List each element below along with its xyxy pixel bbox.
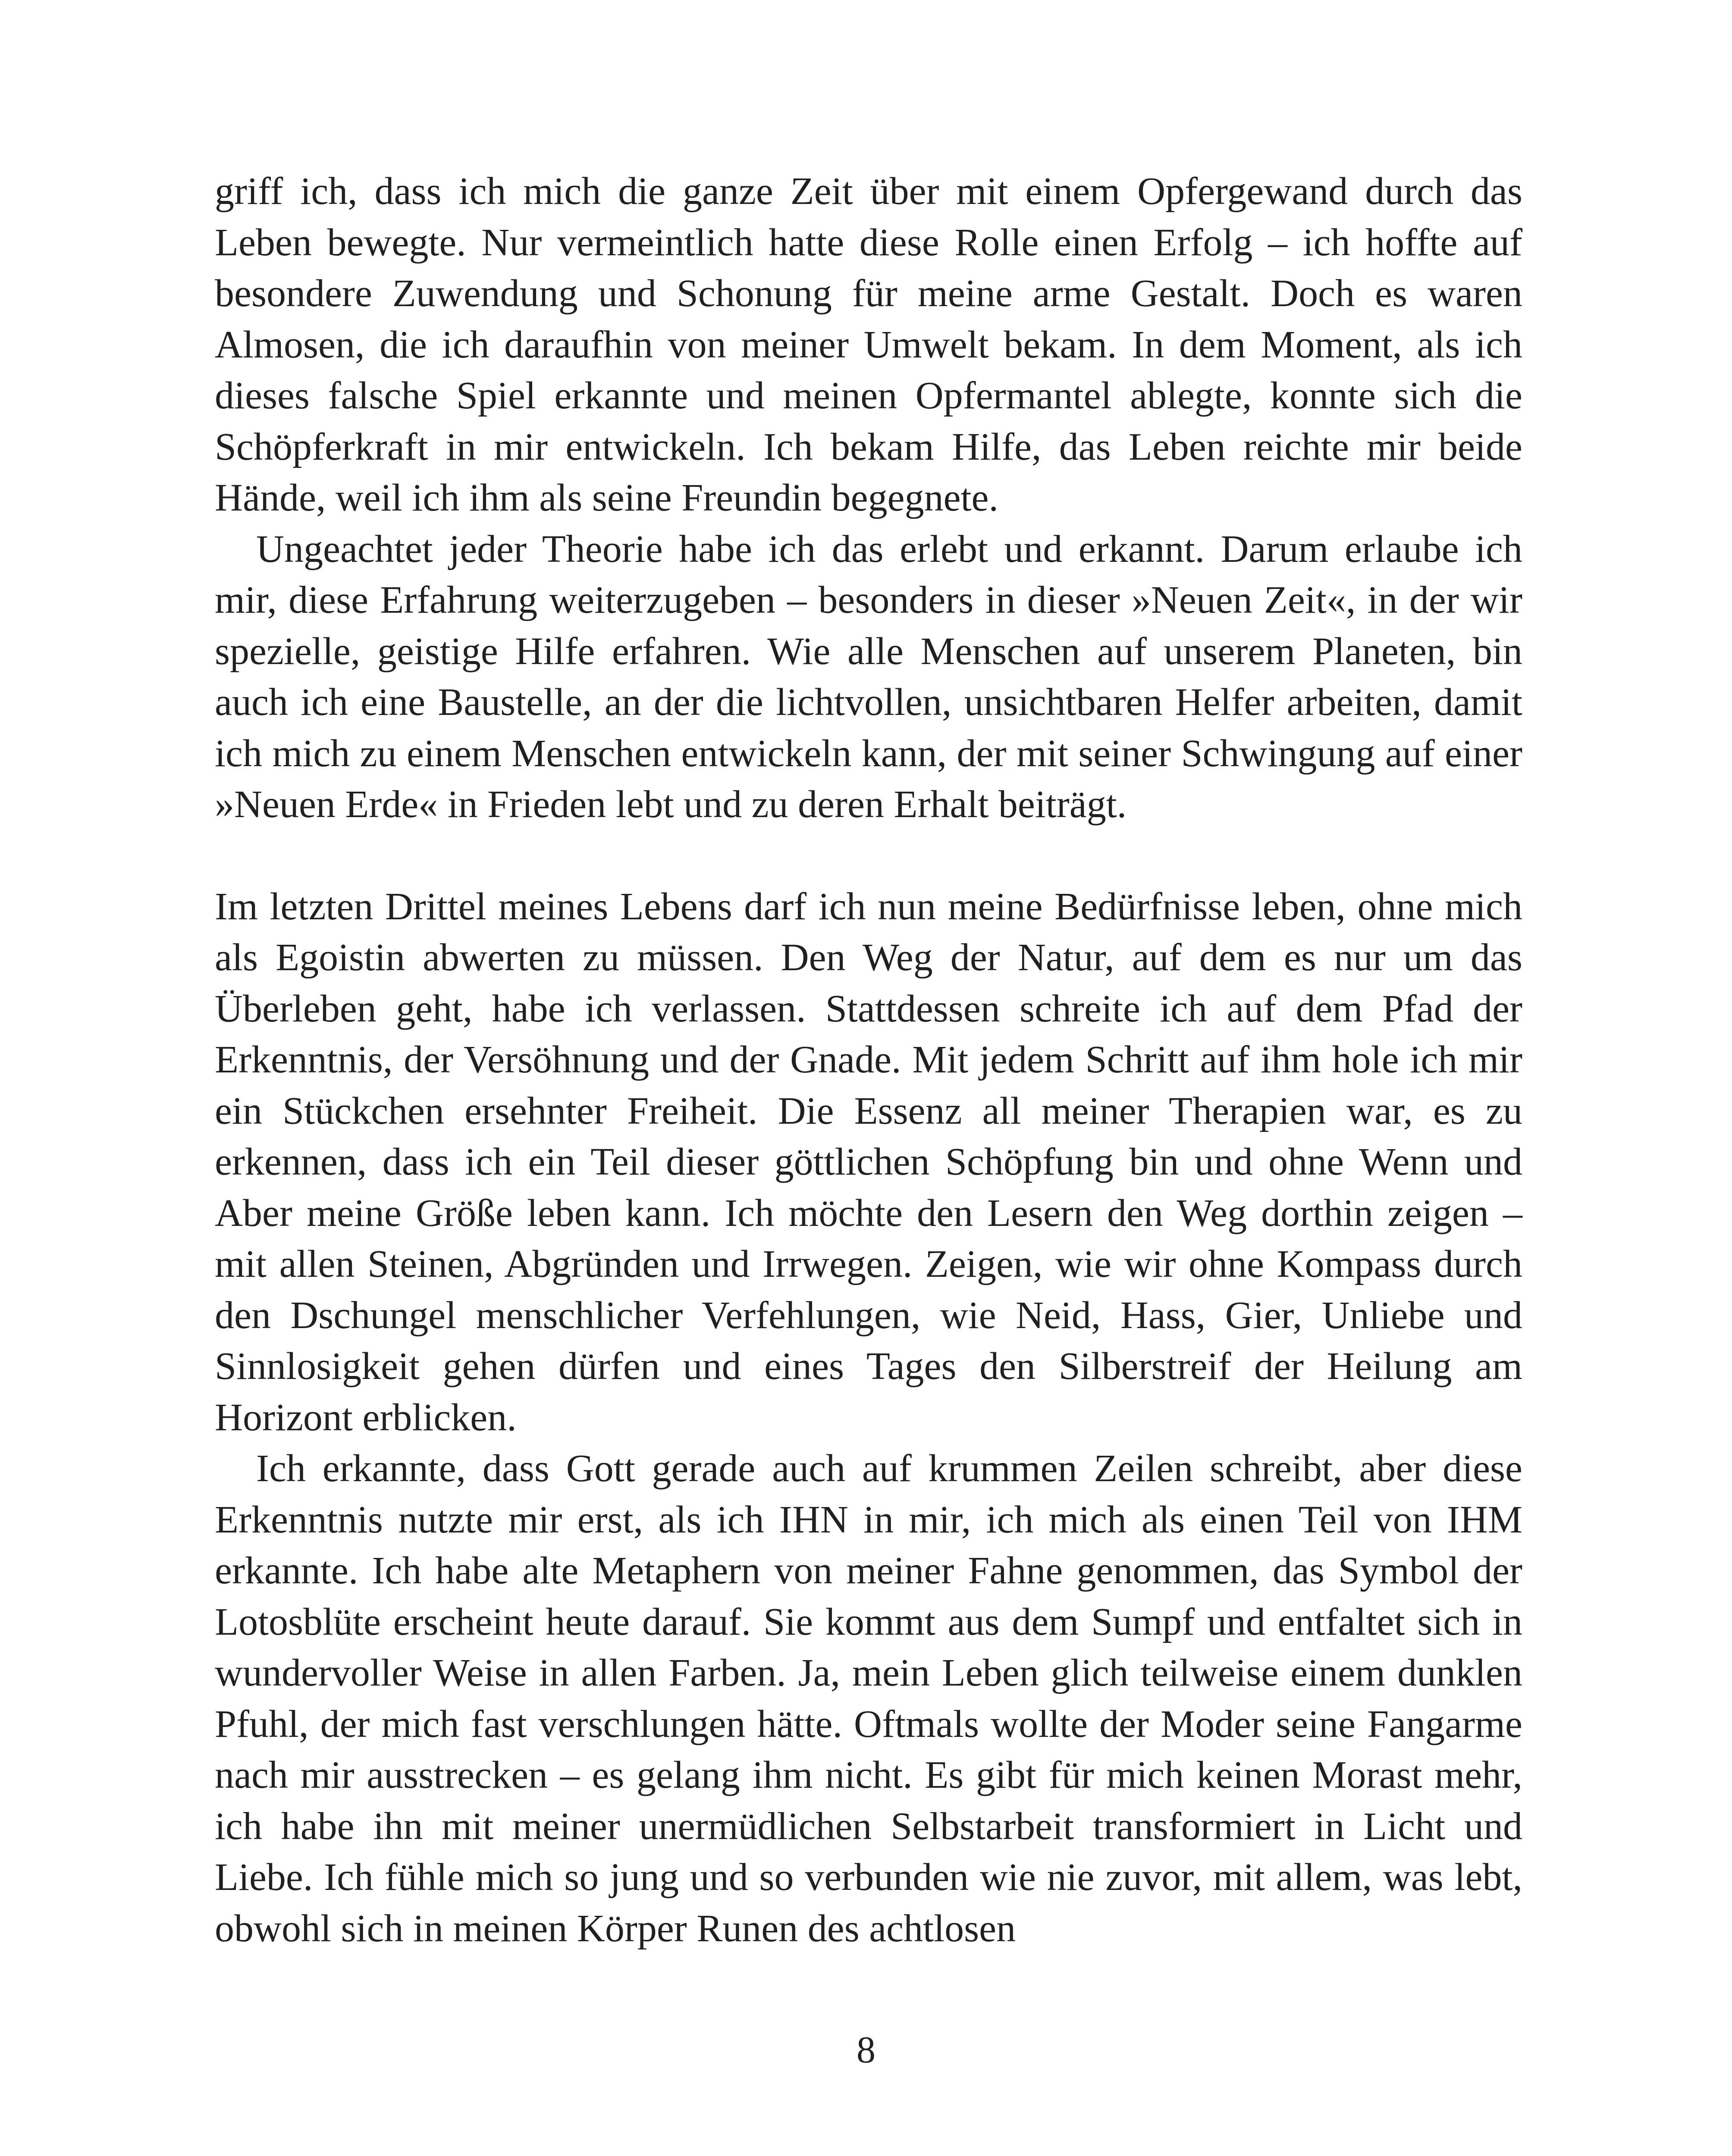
body-text (215, 166, 1522, 1954)
page-number: 8 (857, 2029, 875, 2071)
section-break (215, 830, 1522, 881)
paragraph-1: griff ich, dass ich mich die ganze Zeit über mit einem Opfergewand durch das Leben bewegte. Nur vermeintlich hatte diese Rolle einen Erfolg – ich hoffte auf besondere Zuwendung und Schonung für meine arme Gestalt. Doch es waren Almosen, die ich daraufhin von meiner Umwelt bekam. In dem Moment, als ich dieses falsche Spiel erkannte und meinen Opfermantel ablegte, konnte sich die Schöpferkraft in mir entwickeln. Ich bekam Hilfe, das Leben reichte mir beide Hände, weil ich ihm als seine Freundin begegnete. (215, 170, 1522, 519)
paragraph-2: Ungeachtet jeder Theorie habe ich das erlebt und erkannt. Darum erlaube ich mir, diese Erfahrung weiterzugeben – besonders in dieser »Neuen Zeit«, in der wir spezielle, geistige Hilfe erfahren. Wie alle Menschen auf unserem Planeten, bin auch ich eine Baustelle, an der die lichtvollen, unsichtbaren Helfer arbeiten, damit ich mich zu einem Menschen entwickeln kann, der mit seiner Schwingung auf einer »Neuen Erde« in Frieden lebt und zu deren Erhalt beiträgt. (215, 527, 1522, 826)
paragraph-4: Ich erkannte, dass Gott gerade auch auf krummen Zeilen schreibt, aber diese Erkenntnis nutzte mir erst, als ich IHN in mir, ich mich als einen Teil von IHM erkannte. Ich habe alte Metaphern von meiner Fahne genommen, das Symbol der Lotosblüte erscheint heute darauf. Sie kommt aus dem Sumpf und entfaltet sich in wundervoller Weise in allen Farben. Ja, mein Leben glich teilweise einem dunklen Pfuhl, der mich fast verschlungen hätte. Oftmals wollte der Moder seine Fangarme nach mir ausstrecken – es gelang ihm nicht. Es gibt für mich keinen Morast mehr, ich habe ihn mit meiner unermüdlichen Selbstarbeit transformiert in Licht und Liebe. Ich fühle mich so jung und so verbunden wie nie zuvor, mit allem, was lebt, obwohl sich in meinen Körper Runen des achtlosen (215, 1447, 1522, 1950)
paragraph-3: Im letzten Drittel meines Lebens darf ich nun meine Bedürfnisse leben, ohne mich als Egoistin abwerten zu müssen. Den Weg der Natur, auf dem es nur um das Überleben geht, habe ich verlassen. Stattdessen schreite ich auf dem Pfad der Erkenntnis, der Versöhnung und der Gnade. Mit jedem Schritt auf ihm hole ich mir ein Stückchen ersehnter Freiheit. Die Essenz all meiner Therapien war, es zu erkennen, dass ich ein Teil dieser göttlichen Schöpfung bin und ohne Wenn und Aber meine Größe leben kann. Ich möchte den Lesern den Weg dorthin zeigen – mit allen Steinen, Abgründen und Irrwegen. Zeigen, wie wir ohne Kompass durch den Dschungel menschlicher Verfehlungen, wie Neid, Hass, Gier, Unliebe und Sinnlosigkeit gehen dürfen und eines Tages den Silberstreif der Heilung am Horizont erblicken. (215, 885, 1522, 1439)
